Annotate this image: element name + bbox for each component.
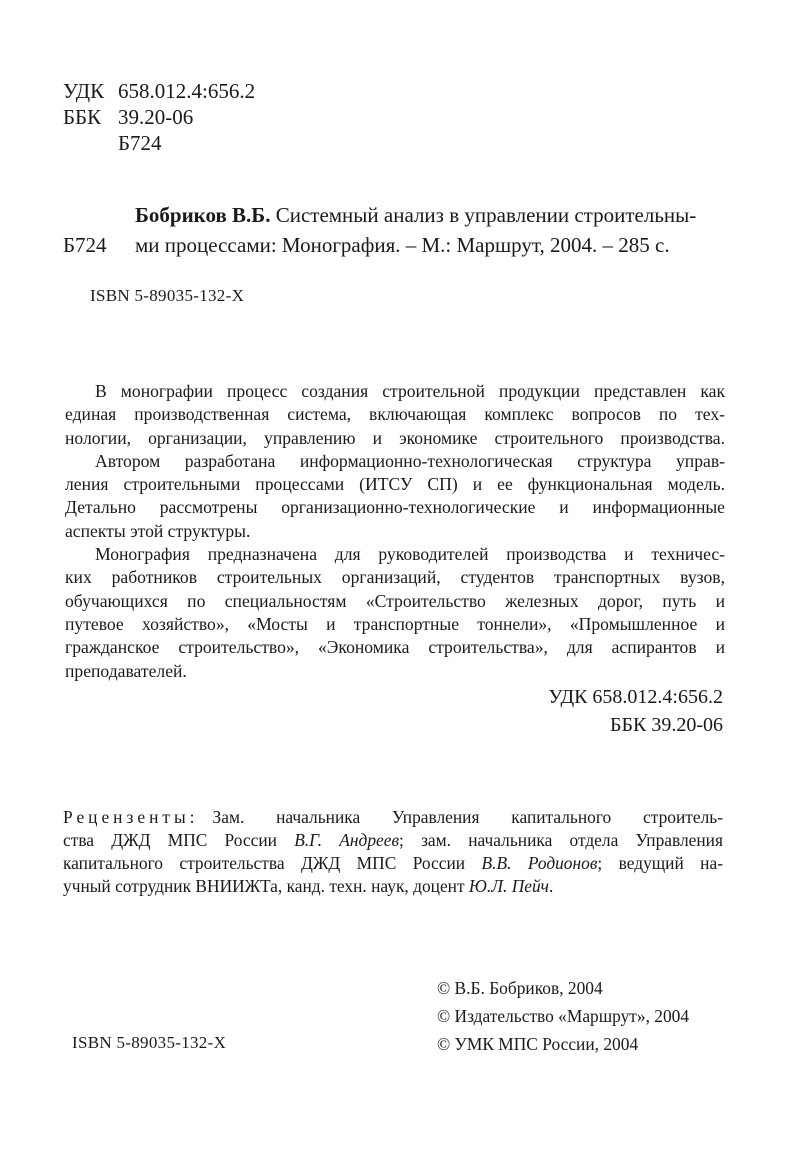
annotation-line: Детально рассмотрены организационно-технологические и информационные xyxy=(65,497,725,518)
annotation-paragraph-3 xyxy=(65,543,725,683)
author-mark-row xyxy=(63,130,162,156)
udk-label: УДК xyxy=(63,79,105,103)
copyright-line: © В.Б. Бобриков, 2004 xyxy=(437,978,603,998)
book-title-line1: Системный анализ в управлении строительны- xyxy=(275,203,697,227)
bib-code: Б724 xyxy=(63,233,107,257)
annotation-line: ления строительными процессами (ИТСУ СП) и ее функциональная модель. xyxy=(65,474,725,495)
annotation-paragraph-1 xyxy=(65,380,725,450)
annotation-line: путевое хозяйство», «Мосты и транспортные тоннели», «Промышленное и xyxy=(65,613,725,634)
annotation-line: преподавателей. xyxy=(65,660,187,681)
annotation-line: аспекты этой структуры. xyxy=(65,520,251,541)
copyright-line: © УМК МПС России, 2004 xyxy=(437,1034,639,1054)
book-title-line2: ми процессами: Монография. – М.: Маршрут, 2004. – 285 с. xyxy=(135,233,670,257)
annotation-paragraph-2 xyxy=(65,450,725,543)
annotation-line: В монографии процесс создания строительной продукции представлен как xyxy=(95,381,725,401)
udk-row xyxy=(63,78,255,104)
reviewers-label: Рецензенты: xyxy=(63,807,199,827)
copyright-line: © Издательство «Маршрут», 2004 xyxy=(437,1006,690,1026)
bibliographic-entry xyxy=(63,200,743,260)
annotation-line: единая производственная система, включающая комплекс вопросов по тех- xyxy=(65,404,725,425)
author-mark: Б724 xyxy=(118,131,162,155)
copyright-block xyxy=(437,974,689,1058)
bbk-value: 39.20-06 xyxy=(118,105,194,129)
reviewer-name: Ю.Л. Пейч xyxy=(468,876,549,896)
annotation-line: ких работников строительных организаций, студентов транспортных вузов, xyxy=(65,567,725,588)
index-udk: УДК 658.012.4:656.2 xyxy=(548,686,723,708)
reviewer-name: В.В. Родионов xyxy=(481,853,598,873)
annotation-line: Автором разработана информационно-технологическая структура управ- xyxy=(95,450,725,471)
reviewers: Рецензенты: Зам. начальника Управления капитального строитель- ства ДЖД МПС России В.Г. Андреев; зам. начальника отдела Управления капитального строительства ДЖД МПС России В.В. Родионов; ведущий на- учный сотрудник ВНИИЖТа, канд. техн. наук, доцент Ю.Л. Пейч. xyxy=(63,807,723,896)
bbk-label: ББК xyxy=(63,105,102,129)
bbk-row xyxy=(63,104,193,130)
annotation-line: обучающихся по специальностям «Строительство железных дорог, путь и xyxy=(65,590,725,611)
isbn-top: ISBN 5-89035-132-X xyxy=(90,286,245,305)
udk-value: 658.012.4:656.2 xyxy=(118,79,256,103)
annotation-line: гражданское строительство», «Экономика строительства», для аспирантов и xyxy=(65,637,725,658)
index-bbk: ББК 39.20-06 xyxy=(610,714,723,736)
annotation-line: Монография предназначена для руководителей производства и техничес- xyxy=(95,544,725,565)
book-author: Бобриков В.Б. xyxy=(135,203,271,227)
isbn-bottom: ISBN 5-89035-132-X xyxy=(72,1033,227,1052)
reviewer-name: В.Г. Андреев xyxy=(294,830,400,850)
annotation-line: нологии, организации, управлению и экономике строительного производства. xyxy=(65,427,725,448)
annotation xyxy=(65,380,725,683)
reviewers-line1: Зам. начальника Управления капитального строитель- xyxy=(212,807,723,827)
